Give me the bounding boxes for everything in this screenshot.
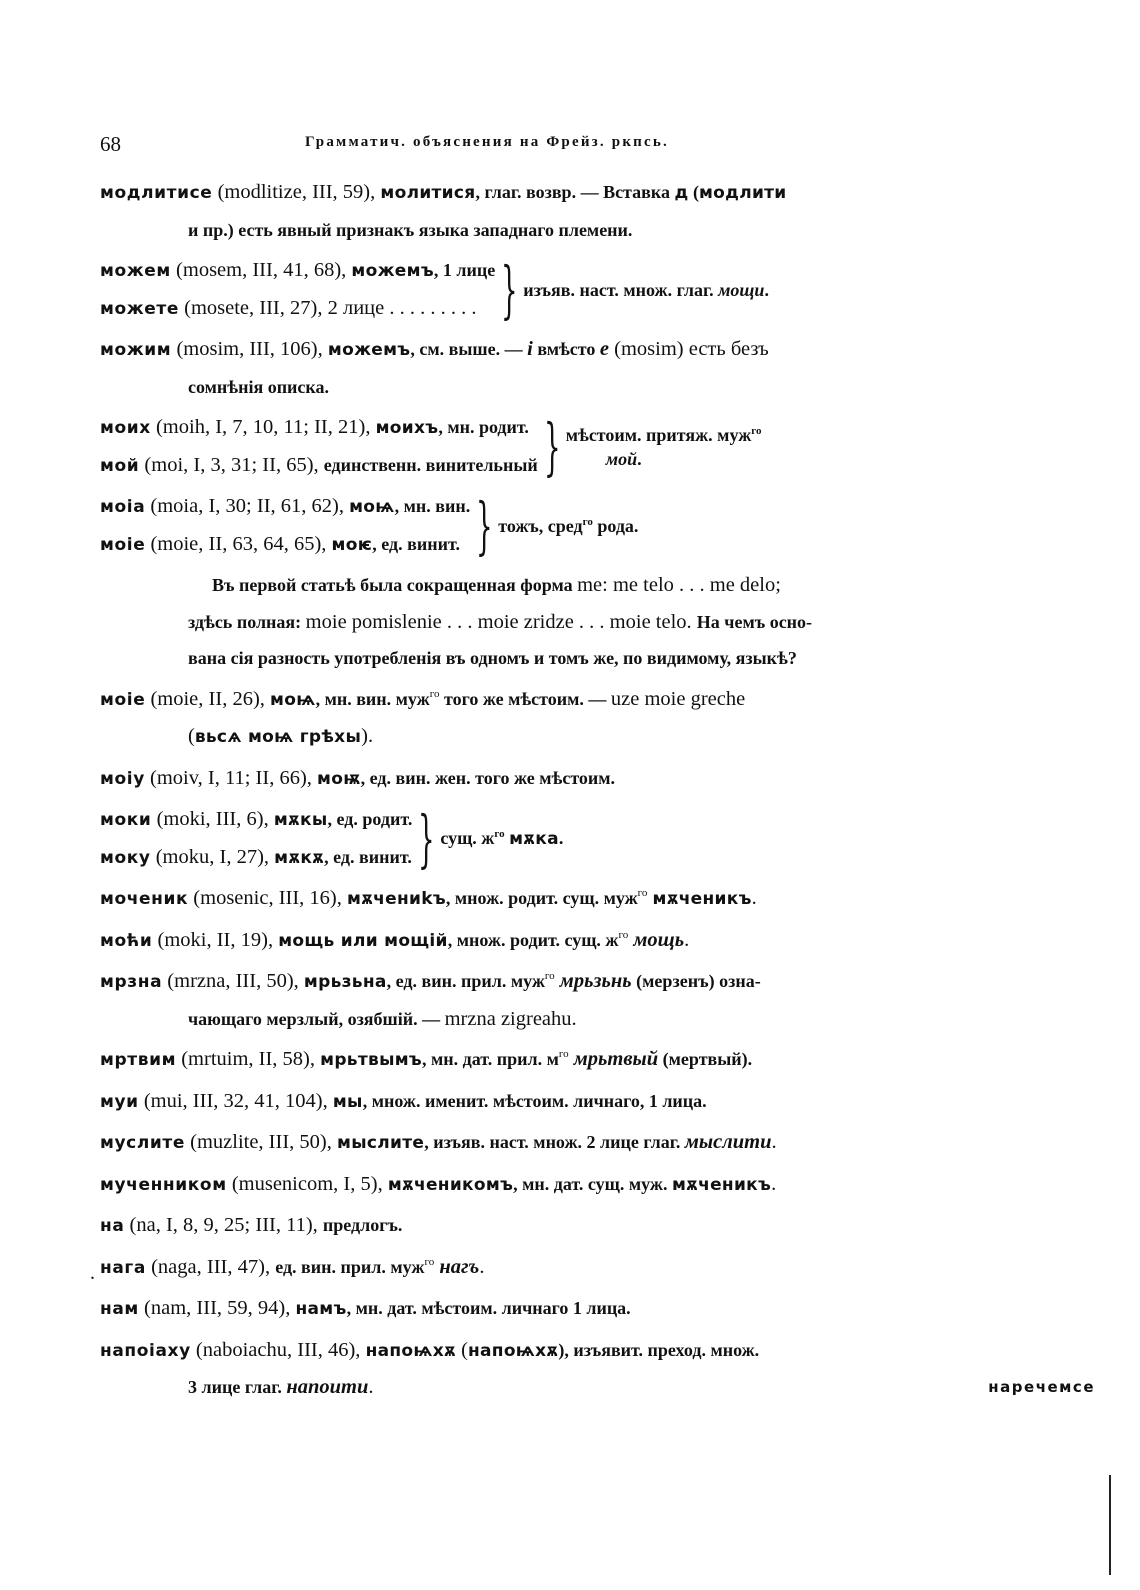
entry-mrtvim — [100, 1041, 1090, 1079]
text-segment: ед. вин. прил. муж — [275, 1256, 425, 1277]
entry-para-forma — [100, 567, 1090, 677]
text-segment: , ед. винит. — [324, 846, 412, 867]
headword: нам — [100, 1299, 139, 1319]
text-segment: предлогъ. — [322, 1215, 403, 1235]
running-title: Грамматич. объяснения на Фрейз. ркпсь. — [305, 134, 669, 150]
entry-line — [100, 1207, 1090, 1245]
text-segment: (moki, III, 6), — [151, 808, 274, 830]
entry-line — [100, 331, 1090, 369]
entry-mocenic — [100, 880, 1090, 918]
headword: можем — [100, 261, 171, 281]
entry-line — [100, 640, 1090, 677]
old-slavonic-form: молитися — [380, 183, 476, 203]
text-segment: . — [637, 448, 642, 469]
text-segment: (moia, I, 30; II, 61, 62), — [145, 495, 350, 517]
text-segment: чающаго мерзлый, озябшій. — — [188, 1008, 445, 1029]
text-segment: ), изъявит. преход. множ. — [558, 1339, 760, 1360]
headword: моіе — [100, 534, 146, 555]
text-segment: . — [764, 279, 769, 300]
text-segment: сомнѣнія описка. — [188, 376, 330, 397]
text-segment: (mosem, III, 41, 68), — [170, 259, 352, 281]
old-slavonic-form: мрьзьна — [303, 972, 387, 992]
text-segment: (muzlite, III, 50), — [185, 1131, 337, 1153]
old-slavonic-form: можемъ — [327, 340, 411, 360]
text-segment: мѣстоим. притяж. муж — [565, 424, 752, 445]
entry-nam — [100, 1290, 1090, 1328]
text-segment: (na, I, 8, 9, 25; III, 11), — [124, 1214, 323, 1236]
group-gloss — [566, 423, 762, 471]
gloss-line — [523, 278, 769, 302]
text-segment: (mosim) есть безъ — [609, 338, 769, 360]
entry-group-mozhem — [100, 252, 1090, 327]
entry-line — [100, 252, 495, 290]
italic-term: мрьзьнь — [559, 970, 632, 992]
headword: моіу — [100, 768, 145, 789]
old-slavonic-form: напоѩхѫ — [365, 1340, 457, 1361]
entry-line — [100, 369, 1090, 406]
italic-term: мощь — [633, 928, 685, 951]
text-segment: го — [582, 515, 593, 528]
text-segment: На чемъ осно- — [696, 611, 813, 632]
margin-rule — [1109, 1475, 1111, 1575]
entry-mozhim — [100, 331, 1090, 405]
text-segment: го — [429, 687, 440, 700]
text-segment: (mrzna, III, 50), — [162, 970, 304, 992]
entry-line — [100, 1332, 1090, 1370]
headword: моих — [100, 418, 151, 438]
old-slavonic-form: мѫкѫ — [274, 847, 325, 868]
text-segment: . — [558, 828, 564, 848]
text-segment: (nam, III, 59, 94), — [138, 1297, 296, 1319]
text-segment: , см. выше. — — [410, 339, 528, 359]
text-segment: . — [368, 1376, 374, 1398]
entry-line — [100, 760, 1090, 798]
text-segment: (naga, III, 47), — [145, 1255, 276, 1278]
old-slavonic-form: моѩ — [270, 689, 316, 710]
entry-line — [100, 447, 538, 485]
headword: на — [100, 1216, 125, 1236]
text-segment: (moiv, I, 11; II, 66), — [144, 766, 318, 789]
headword: моку — [100, 847, 151, 868]
text-segment: изъяв. наст. множ. глаг. — [523, 279, 719, 300]
text-segment: го — [558, 1048, 569, 1061]
text-segment: , 1 лице — [433, 260, 496, 280]
text-segment: го — [637, 887, 648, 900]
headword: модлитисе — [100, 183, 213, 203]
text-segment: того же мѣстоим. — — [439, 688, 611, 709]
text-segment: вана сія разность употребленія въ одномъ и томъ же, по видимому, языкѣ? — [188, 648, 797, 668]
text-segment: (moih, I, 7, 10, 11; II, 21), — [150, 416, 376, 438]
entry-napoiachu — [100, 1332, 1090, 1406]
italic-term: мыслити — [684, 1131, 772, 1153]
italic-term: i — [527, 338, 533, 360]
old-slavonic-form: модлити — [698, 183, 787, 203]
text-segment: . — [684, 928, 690, 951]
old-slavonic-form: мрьтвымъ — [320, 1050, 423, 1070]
entry-moiu — [100, 760, 1090, 798]
entry-line — [100, 488, 470, 526]
text-segment: , мн. вин. муж — [315, 688, 430, 709]
text-segment: тожъ, сред — [498, 515, 583, 536]
text-segment: ( — [456, 1338, 468, 1361]
old-slavonic-form: можемъ — [351, 261, 434, 281]
text-segment: здѣсь полная: — [188, 611, 306, 632]
entry-line — [100, 526, 470, 564]
text-segment: (мерзенъ) озна- — [631, 971, 761, 991]
old-slavonic-form: вьсѧ моѩ грѣхы — [194, 727, 362, 747]
old-slavonic-form: моѥ — [331, 534, 373, 555]
old-slavonic-form: напоѩхѫ — [467, 1340, 559, 1361]
entry-line — [100, 718, 1090, 756]
old-slavonic-form: мѫкы — [273, 810, 328, 830]
stray-mark: . — [90, 1262, 95, 1284]
headword: моіа — [100, 497, 146, 517]
entry-line — [100, 880, 1090, 918]
old-slavonic-form: мѫка — [509, 829, 559, 849]
old-slavonic-form: моѭ — [317, 768, 361, 789]
page-number: 68 — [100, 132, 121, 156]
text-segment: , множ. родит. сущ. ж — [447, 929, 619, 950]
catchword: наречемсе — [988, 1378, 1095, 1396]
entry-mui — [100, 1083, 1090, 1121]
text-segment: Въ первой статьѣ была сокращенная форма — [212, 575, 578, 595]
text-segment: вмѣсто — [532, 339, 600, 359]
text-segment: (mosenic, III, 16), — [188, 887, 347, 909]
entry-line — [100, 567, 1090, 604]
headword: моченик — [100, 889, 189, 909]
headword: напоіаху — [100, 1340, 191, 1361]
curly-brace: } — [476, 488, 493, 562]
group-gloss — [498, 514, 638, 538]
text-segment: , ед. вин. жен. того же мѣстоим. — [360, 767, 616, 788]
headword: можете — [100, 298, 180, 319]
gloss-line — [440, 826, 563, 851]
text-segment: (musenicom, I, 5), — [226, 1172, 388, 1195]
text-segment: (modlitize, III, 59), — [212, 181, 381, 203]
bracketed-group — [100, 801, 1090, 876]
text-segment: , мн. дат. сущ. муж. — [513, 1173, 672, 1194]
text-segment: го — [424, 1255, 435, 1268]
text-segment: го — [494, 828, 505, 840]
entry-line — [100, 1001, 1090, 1038]
old-slavonic-form: намъ — [295, 1299, 347, 1319]
headword: мой — [100, 455, 140, 476]
text-segment: (moki, II, 19), — [152, 928, 279, 951]
old-slavonic-form: мѫченикъ — [671, 1174, 772, 1195]
entry-mucenikom — [100, 1166, 1090, 1204]
text-segment: го — [544, 970, 555, 983]
italic-term: мой — [605, 448, 638, 469]
old-slavonic-form: мѫченикъ — [652, 889, 752, 909]
headword: моіе — [100, 689, 146, 710]
old-slavonic-form: мѫчениkъ — [347, 889, 446, 909]
text-segment: рода. — [592, 515, 639, 536]
text-segment: (мертвый). — [658, 1049, 753, 1069]
entry-line — [100, 801, 412, 839]
entry-line — [100, 922, 1090, 960]
headword: мртвим — [100, 1050, 177, 1070]
text-segment: го — [751, 424, 762, 437]
entry-line — [100, 1041, 1090, 1079]
entry-line — [100, 1290, 1090, 1328]
text-segment: го — [618, 928, 629, 941]
entry-line — [100, 290, 495, 328]
old-slavonic-form: мы — [332, 1091, 363, 1112]
headword: муслите — [100, 1133, 185, 1153]
text-segment: . — [479, 1255, 485, 1278]
text-segment: , мн. вин. — [394, 496, 471, 516]
italic-term: мощи — [718, 279, 765, 300]
text-segment: moie pomislenie . . . moie zridze . . . moie telo. — [305, 610, 697, 633]
text-segment: (moi, I, 3, 31; II, 65), — [139, 453, 324, 476]
old-slavonic-form: д — [674, 183, 689, 203]
text-segment: , множ. родит. сущ. муж — [445, 888, 638, 908]
headword: нага — [100, 1257, 146, 1278]
text-segment: ( — [188, 725, 195, 747]
text-segment: . — [771, 1131, 777, 1153]
entry-muslite — [100, 1124, 1090, 1162]
text-segment: , мн. дат. мѣстоим. личнаго 1 лица. — [346, 1298, 631, 1318]
entry-line — [100, 604, 1090, 641]
text-segment: . — [751, 887, 757, 909]
text-segment: 3 лице глаг. — [188, 1377, 287, 1397]
entry-mocii — [100, 922, 1090, 960]
entry-group-moih — [100, 409, 1090, 484]
entry-line — [100, 1083, 1090, 1121]
old-slavonic-form: мѫченикомъ — [387, 1174, 514, 1195]
text-segment: (moku, I, 27), — [150, 845, 275, 868]
gloss-line — [566, 423, 762, 447]
text-segment: , множ. именит. мѣстоим. личнаго, 1 лица. — [362, 1090, 707, 1111]
page-header — [100, 132, 1090, 162]
entry-line — [100, 839, 412, 877]
text-segment: uze moie greche — [610, 687, 746, 710]
entry-line — [100, 963, 1090, 1001]
curly-brace: } — [543, 409, 561, 483]
old-slavonic-form: мыслите — [337, 1133, 425, 1153]
text-segment: сущ. ж — [440, 828, 495, 848]
old-slavonic-form: моѩ — [349, 497, 395, 517]
entry-line — [100, 212, 1090, 249]
bracketed-group — [100, 409, 1090, 484]
text-segment: , ед. винит. — [372, 533, 460, 554]
text-segment: и пр.) есть явный признакъ языка западнаго племени. — [188, 219, 633, 240]
gloss-line — [498, 514, 638, 538]
headword: мученником — [100, 1174, 227, 1195]
entry-group-moki — [100, 801, 1090, 876]
entry-naga — [100, 1249, 1090, 1287]
text-segment: , мн. родит. — [438, 417, 529, 437]
text-segment: (mosim, III, 106), — [171, 338, 328, 360]
text-segment: (moie, II, 63, 64, 65), — [145, 532, 332, 555]
entry-line — [100, 1124, 1090, 1162]
text-segment: , ед. вин. прил. муж — [386, 971, 545, 991]
text-segment: (mosete, III, 27), 2 лице . . . . . . . . . — [179, 296, 477, 319]
text-segment: , глаг. возвр. — Вставка — [475, 182, 675, 202]
old-slavonic-form: мощь или мощій — [278, 930, 448, 951]
group-gloss — [440, 826, 563, 851]
headword: можим — [100, 340, 172, 360]
curly-brace: } — [501, 252, 518, 326]
entry-line — [100, 1166, 1090, 1204]
text-segment: (mui, III, 32, 41, 104), — [138, 1089, 333, 1112]
group-gloss — [523, 278, 769, 302]
entry-na — [100, 1207, 1090, 1245]
bracketed-group — [100, 488, 1090, 563]
entry-line — [100, 681, 1090, 719]
entry-mrzna — [100, 963, 1090, 1037]
dictionary-entries — [100, 174, 1090, 1410]
text-segment: , ед. родит. — [327, 809, 413, 829]
headword: мрзна — [100, 972, 163, 992]
entry-moie-2 — [100, 681, 1090, 756]
text-segment: mrzna zigreahu. — [444, 1007, 577, 1030]
text-segment: me: me telo . . . me delo; — [577, 574, 781, 596]
italic-term: мрьтвый — [573, 1048, 659, 1070]
entry-line — [100, 1249, 1090, 1287]
text-segment: . — [771, 1172, 777, 1195]
text-segment: , мн. дат. прил. м — [422, 1049, 559, 1069]
entry-modlitise — [100, 174, 1090, 248]
text-segment: ). — [361, 725, 374, 747]
headword: муи — [100, 1091, 139, 1112]
entry-line — [100, 409, 538, 447]
entry-line — [100, 174, 1090, 212]
gloss-line — [566, 447, 762, 471]
old-slavonic-form: моихъ — [375, 418, 439, 438]
bracketed-group — [100, 252, 1090, 327]
entry-group-moia — [100, 488, 1090, 563]
text-segment: (moie, II, 26), — [145, 687, 271, 710]
headword: моћи — [100, 930, 153, 951]
headword: моки — [100, 810, 152, 830]
text-segment: ( — [688, 182, 699, 202]
italic-term: e — [599, 338, 609, 360]
italic-term: нагъ — [439, 1255, 480, 1278]
text-segment: , изъяв. наст. множ. 2 лице глаг. — [424, 1132, 685, 1152]
text-segment: единственн. винительный — [323, 454, 538, 475]
entry-line — [100, 1369, 1090, 1406]
curly-brace: } — [418, 801, 435, 875]
text-segment: (naboiachu, III, 46), — [190, 1338, 366, 1361]
text-segment: (mrtuim, II, 58), — [176, 1048, 321, 1070]
italic-term: напоити — [286, 1376, 369, 1398]
